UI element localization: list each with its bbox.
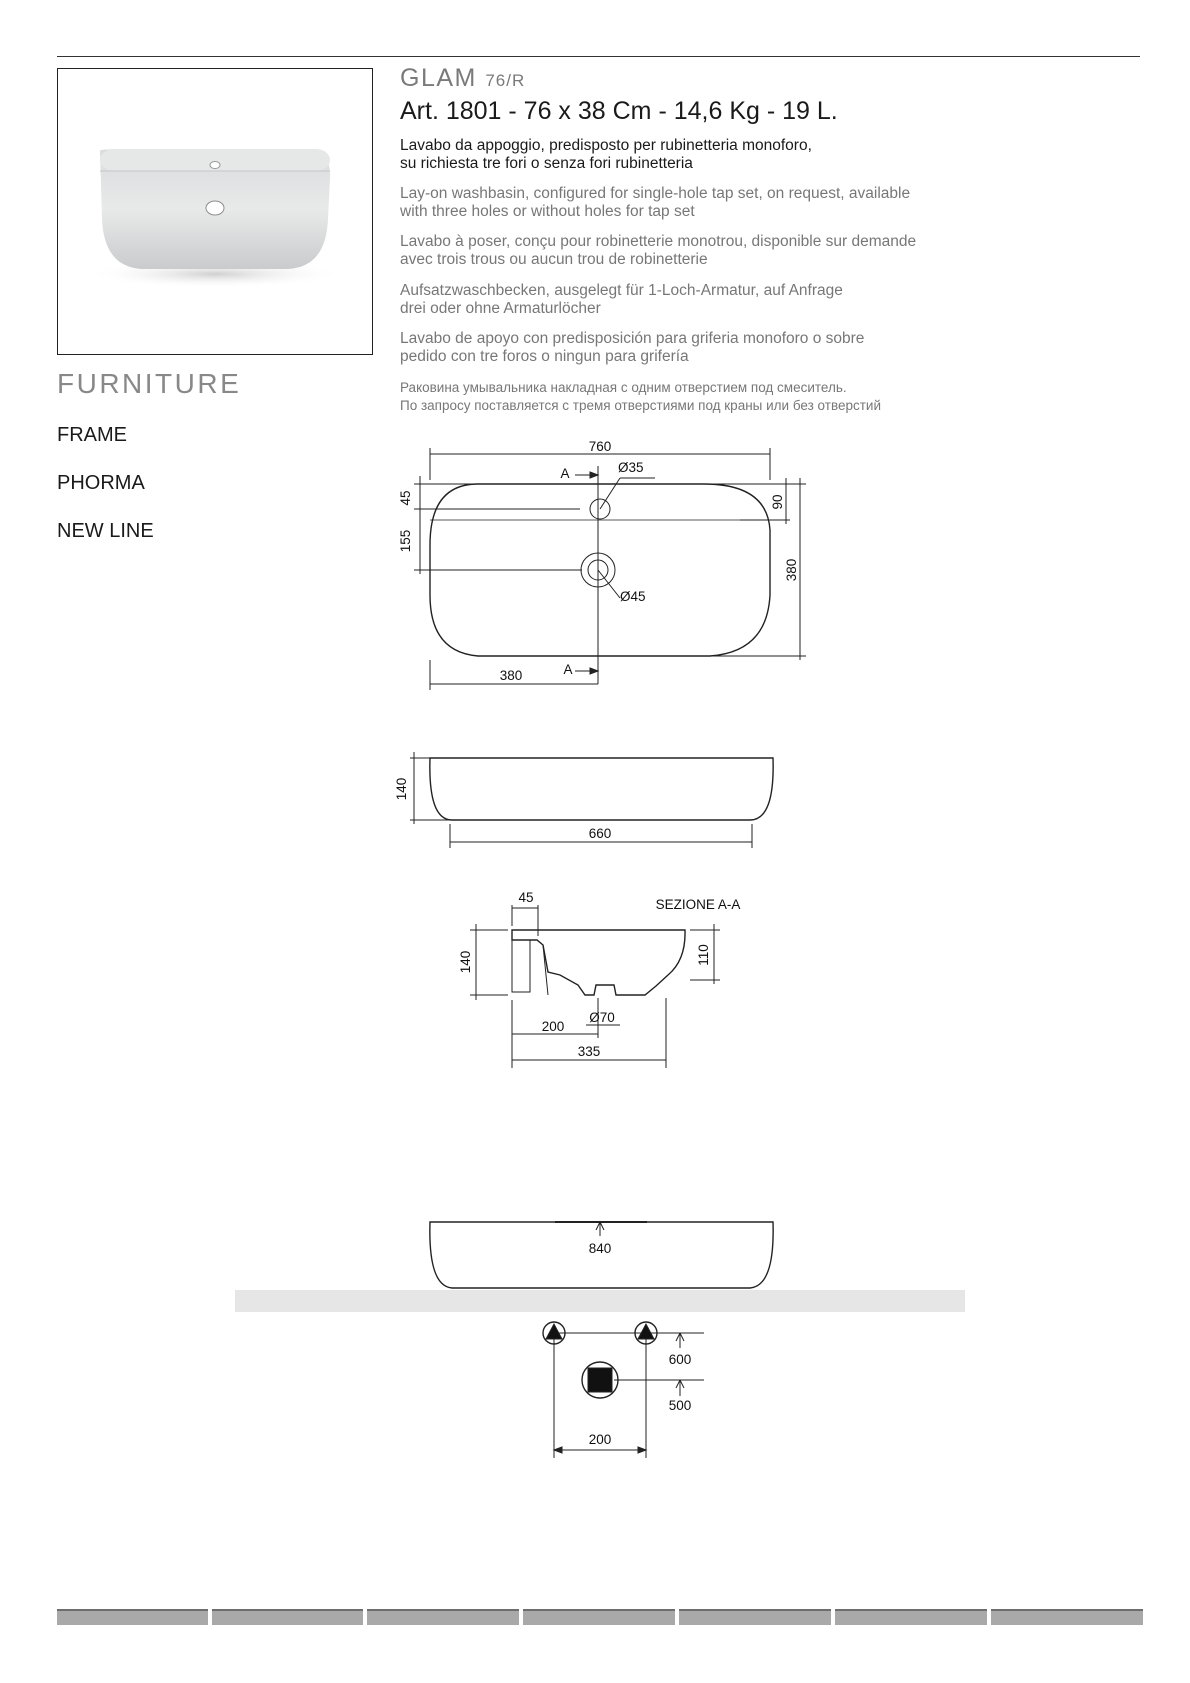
dim-side-base: 660 [588, 826, 612, 841]
dim-right-380: 380 [784, 558, 799, 582]
description-line: Раковина умывальника накладная с одним отверстием под смеситель. [400, 380, 847, 395]
furniture-heading: FURNITURE [57, 368, 242, 399]
description-line: Aufsatzwaschbecken, ausgelegt für 1-Loch-Armatur, auf Anfrage [400, 282, 843, 299]
dim-drain: Ø45 [620, 589, 646, 604]
countertop-strip [235, 1290, 965, 1312]
description-line: По запросу поставляется с тремя отверстиями под краны или без отверстий [400, 398, 881, 413]
link-phorma[interactable]: PHORMA [57, 472, 145, 494]
dim-section-45: 45 [518, 890, 534, 905]
description-line: avec trois trous ou aucun trou de robinetterie [400, 251, 708, 268]
dim-side-height: 140 [394, 777, 409, 801]
description-line: with three holes or without holes for tap set [400, 203, 695, 220]
footer-segment [991, 1609, 1143, 1625]
dim-left-155: 155 [398, 529, 413, 553]
section-title: SEZIONE A-A [655, 897, 741, 912]
footer-segment [523, 1609, 675, 1625]
dim-section-335: 335 [577, 1044, 601, 1059]
dim-install-500: 500 [668, 1398, 692, 1413]
section-mark-bottom: A [563, 662, 573, 677]
description-line: Lavabo à poser, conçu pour robinetterie monotrou, disponible sur demande [400, 233, 917, 250]
section-mark-top: A [560, 466, 570, 481]
description-line: drei oder ohne Armaturlöcher [400, 300, 601, 317]
dim-section-110: 110 [696, 944, 711, 966]
description-line: Lay-on washbasin, configured for single-hole tap set, on request, available [400, 185, 911, 202]
spec-line: Art. 1801 - 76 x 38 Cm - 14,6 Kg - 19 L. [400, 97, 838, 125]
dim-section-200: 200 [541, 1019, 565, 1034]
dim-install-600: 600 [668, 1352, 692, 1367]
footer-segment [367, 1609, 519, 1625]
dim-tap-hole: Ø35 [618, 460, 644, 475]
top-view-drawing [414, 448, 806, 690]
footer-segment [835, 1609, 987, 1625]
description-line: Lavabo de apoyo con predisposición para griferia monoforo o sobre [400, 330, 865, 347]
footer-segment [57, 1609, 208, 1625]
dim-width: 760 [588, 439, 612, 454]
description-line: su richiesta tre fori o senza fori rubinetteria [400, 155, 693, 172]
footer-segment [679, 1609, 831, 1625]
description-line: Lavabo da appoggio, predisposto per rubinetteria monoforo, [400, 137, 812, 154]
dim-install-840: 840 [588, 1241, 612, 1256]
dim-right-90: 90 [770, 494, 785, 510]
dim-left-45: 45 [398, 490, 413, 506]
model-suffix: 76/R [485, 71, 526, 90]
brand-name: GLAM [400, 64, 477, 92]
dim-section-drain: Ø70 [589, 1010, 615, 1025]
link-frame[interactable]: FRAME [57, 424, 127, 446]
footer-segment [212, 1609, 363, 1625]
installation-drawing [430, 1222, 773, 1458]
dim-bottom-380: 380 [499, 668, 523, 683]
link-new-line[interactable]: NEW LINE [57, 520, 154, 542]
description-line: pedido con tre foros o ningun para grifería [400, 348, 689, 365]
dim-install-200: 200 [588, 1432, 612, 1447]
dim-section-140: 140 [458, 950, 473, 974]
